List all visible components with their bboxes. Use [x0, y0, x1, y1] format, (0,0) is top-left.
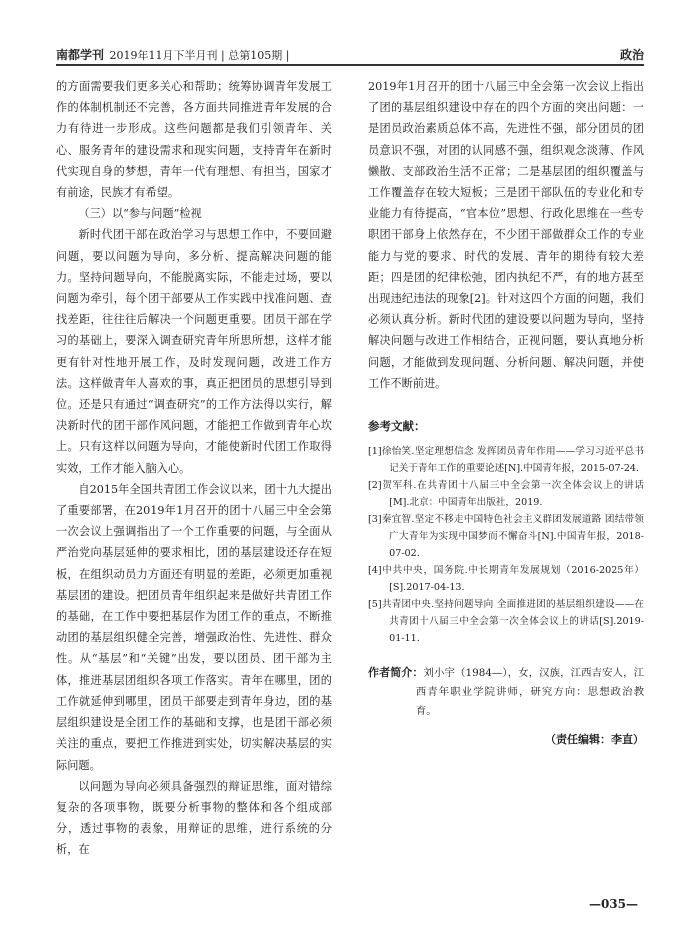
reference-item: [4]中共中央，国务院.中长期青年发展规划（2016-2025年）[S].2017-04-13.	[368, 565, 644, 594]
body-paragraph: 以问题为导向必须具备强烈的辩证思维，面对错综复杂的各项事物，既要分析事物的整体和各个组成部分，透过事物的表象，用辩证的思维，进行系统的分析，在	[56, 779, 332, 857]
reference-item: [3]秦宜智.坚定不移走中国特色社会主义群团发展道路 团结带领广大青年为实现中国梦而不懈奋斗[N].中国青年报，2018-07-02.	[368, 514, 644, 560]
body-paragraph: 新时代团干部在政治学习与思想工作中，不要回避问题，要以问题为导向，多分析、提高解决问题的能力。坚持问题导向，不能脱离实际，不能走过场，要以问题为牵引，每个团干部要从工作实践中找准问题、查找差距，往往往后解决一个问题更重要。团员干部在学习的基础上，要深入调查研究青年所思所想，这样才能更有针对性地开展工作，及时发现问题，改进工作方法。这样做青年人喜欢的事，真正把团员的思想引导到位。还是只有通过“调查研究”的工作方法得以实行，解决新时代的团干部作风问题，才能把工作做到青年心坎上。只有这样以问题为导向，才能使新时代团工作取得实效，工作才能入脑入心。	[56, 228, 332, 475]
reference-item: [5]共青团中央.坚持问题导向 全面推进团的基层组织建设——在共青团十八届三中全会第一次全体会议上的讲话[S].2019-01-11.	[368, 599, 644, 645]
journal-name: 南都学刊	[56, 48, 105, 62]
subsection-heading: （三）以“参与问题”检视	[78, 207, 202, 221]
right-column	[368, 76, 644, 750]
reference-item: [1]徐怡笑.坚定理想信念 发挥团员青年作用——学习习近平总书记关于青年工作的重要论述[N].中国青年报，2015-07-24.	[368, 446, 644, 475]
page-number: —035—	[588, 897, 638, 911]
author-text: 刘小宇（1984—），女，汉族，江西吉安人，江西青年职业学院讲师，研究方向：思想政治教育。	[415, 667, 645, 718]
header-rule	[56, 64, 644, 66]
section-label: 政治	[619, 48, 644, 62]
page-header	[56, 48, 644, 68]
body-paragraph: 自2015年全国共青团工作会议以来，团十九大提出了重要部署，在2019年1月召开的团十八届三中全会第一次会议上强调指出了一个工作重要的问题，与全面从严治党向基层延伸的要求相比，团的基层建设还存在短板，在组织动员力方面还有明显的差距，必须更加重视基层团的建设。把团员青年组织起来是做好共青团工作的基础，在工作中要把基层作为团工作的重点，不断推动团的基层组织健全完善，增强政治性、先进性、群众性。从“基层”和“关键”出发，要以团员、团干部为主体，推进基层团组织各项工作落实。青年在哪里，团的工作就延伸到哪里，团员干部要走到青年身边，团的基层组织建设是全团工作的基础和支撑，也是团干部必须关注的重点，要把工作推进到实处，切实解决基层的实际问题。	[56, 482, 332, 772]
body-paragraph: 2019年1月召开的团十八届三中全会第一次会议上指出了团的基层组织建设中存在的四个方面的突出问题：一是团员政治素质总体不高，先进性不强，部分团员的团员意识不强，对团的认同感不强，组织观念淡薄、作风懒散、支部政治生活不正常；二是基层团的组织覆盖与工作覆盖存在较大短板；三是团干部队伍的专业化和专业能力有待提高，“官本位”思想、行政化思维在一些专职团干部身上依然存在，不少团干部做群众工作的专业能力与党的要求、时代的发展、青年的期待有较大差距；四是团的纪律松弛，团内执纪不严，有的地方甚至出现违纪违法的现象[2]。针对这四个方面的问题，我们必须认真分析。新时代团的建设要以问题为导向，坚持解决问题与改进工作相结合，正视问题，要认真地分析问题，才能做到发现问题、分析问题、解决问题，并使工作不断前进。	[368, 80, 644, 390]
left-column	[56, 76, 332, 861]
issue-info: 2019年11月下半月刊 | 总第105期 |	[109, 49, 290, 62]
reference-item: [2]贺军科.在共青团十八届三中全会第一次全体会议上的讲话[M].北京：中国青年出版社，2019.	[368, 480, 644, 509]
references-list	[368, 443, 644, 647]
references-title: 参考文献：	[368, 419, 426, 434]
header-left	[56, 48, 289, 63]
editor-note: （责任编辑：李直）	[545, 733, 644, 747]
author-label: 作者简介：	[368, 666, 424, 680]
author-bio	[368, 663, 644, 721]
right-column-body	[368, 76, 644, 394]
body-paragraph: 的方面需要我们更多关心和帮助；统筹协调青年发展工作的体制机制还不完善，各方面共同推进青年发展的合力有待进一步形成。这些问题都是我们引领青年、关心、服务青年的建设需求和现实问题，支持青年在新时代实现自身的梦想，青年一代有理想、有担当，国家才有前途，民族才有希望。	[56, 80, 332, 200]
